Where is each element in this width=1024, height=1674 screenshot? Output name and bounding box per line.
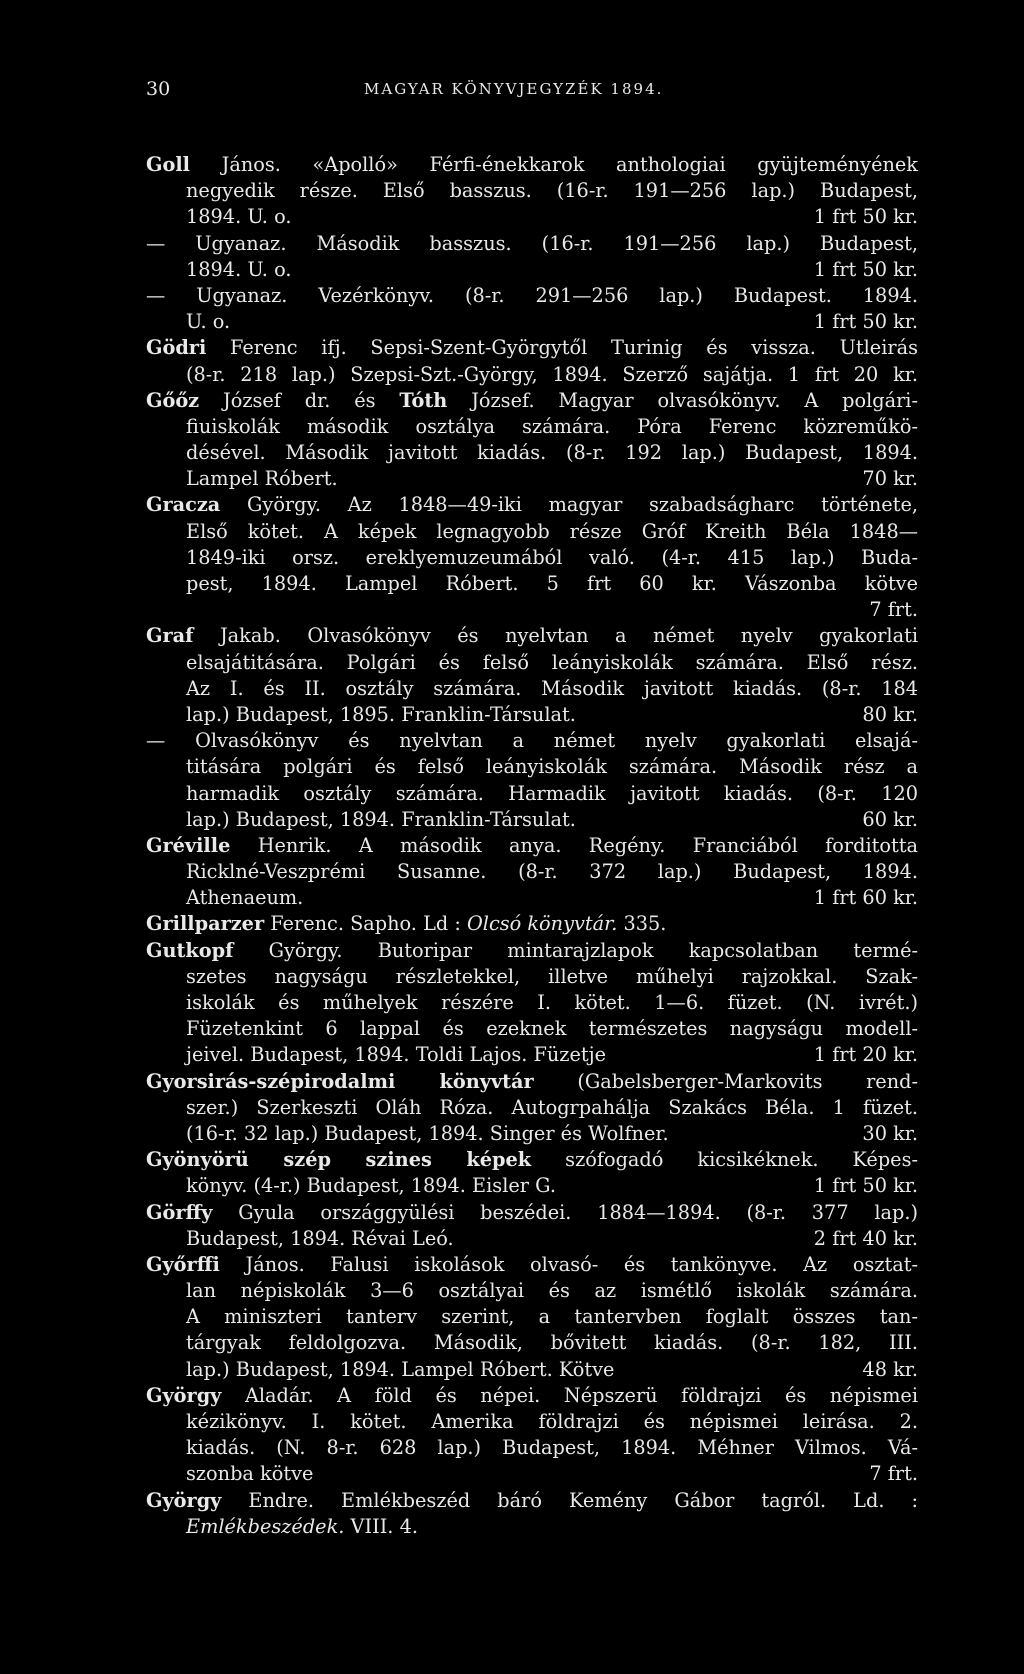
entry-line (146, 1461, 918, 1487)
entry-line (146, 676, 918, 702)
entry-line-text (186, 466, 338, 492)
entry-line (146, 571, 918, 597)
entry-text: U. o. (186, 310, 231, 334)
entry-text: Endre. Emlékbeszéd báró Kemény Gábor tagról. Ld. : (221, 1488, 918, 1512)
entry-text: tárgyak feldolgozva. Második, bővitett kiadás. (8-r. 182, III. (186, 1331, 918, 1355)
entry-price: 70 kr. (862, 467, 918, 491)
entry-heading: Győrffi (146, 1252, 220, 1276)
entry-heading: Graf (146, 624, 194, 648)
entry-line (146, 1016, 918, 1042)
entry-line (146, 257, 918, 283)
entry-text: József. Magyar olvasókönyv. A polgári- (447, 388, 918, 412)
bibliography-entries (146, 152, 918, 1540)
entry-line-text (186, 204, 291, 230)
entry-heading: Gutkopf (146, 938, 234, 962)
entry-text: A miniszteri tanterv szerint, a tantervben foglalt összes tan- (186, 1305, 918, 1329)
entry-text: könyv. (4-r.) Budapest, 1894. Eisler G. (186, 1174, 556, 1198)
entry-line-text (186, 1121, 669, 1147)
entry-line (146, 1357, 918, 1383)
entry-line (146, 1278, 918, 1304)
entry-text: 335. (617, 912, 667, 936)
entry-text: — Ugyanaz. Második basszus. (16-r. 191—256 lap.) Budapest, (146, 231, 918, 255)
entry-text: szer.) Szerkeszti Oláh Róza. Autogrpahálja Szakács Béla. 1 füzet. (186, 1095, 918, 1119)
running-title: MAGYAR KÖNYVJEGYZÉK 1894. (364, 80, 664, 98)
entry-line (146, 283, 918, 309)
entry-line (146, 178, 918, 204)
entry-line (146, 885, 918, 911)
entry-text: — Ugyanaz. Vezérkönyv. (8-r. 291—256 lap.) Budapest. 1894. (146, 283, 918, 307)
entry-text: fiuiskolák második osztálya számára. Póra Ferenc közreműkö- (186, 414, 918, 438)
entry-text: Ferenc. Sapho. Ld : (264, 912, 467, 936)
entry-text: elsajátitására. Polgári és felső leányiskolák számára. Első rész. (186, 650, 918, 674)
entry-text: désével. Második javitott kiadás. (8-r. 192 lap.) Budapest, 1894. (186, 441, 918, 465)
entry-text: Henrik. A második anya. Regény. Franciából forditotta (230, 833, 918, 857)
entry-line (146, 1147, 918, 1173)
entry-line (146, 702, 918, 728)
entry-text: 1849-iki orsz. ereklyemuzeumából való. (4-r. 415 lap.) Buda- (186, 545, 918, 569)
entry-line (146, 335, 918, 361)
entry-line-text (186, 1226, 454, 1252)
entry-line (146, 1226, 918, 1252)
entry-price: 30 kr. (862, 1121, 918, 1145)
entry-line (146, 1069, 918, 1095)
entry-heading: György (146, 1383, 222, 1407)
entry-text: szonba kötve (186, 1462, 314, 1486)
entry-text: pest, 1894. Lampel Róbert. 5 frt 60 kr. Vászonba kötve (186, 572, 918, 595)
entry-text: Ricklné-Veszprémi Susanne. (8-r. 372 lap.) Budapest, 1894. (186, 860, 918, 884)
entry-line (146, 440, 918, 466)
entry-line-text (186, 702, 576, 728)
entry-line (146, 1409, 918, 1435)
entry-heading: György (146, 1488, 222, 1512)
entry-text: Ferenc ifj. Sepsi-Szent-Györgytől Turinig és vissza. Utleirás (206, 336, 918, 360)
entry-line-text (186, 807, 576, 833)
entry-text: harmadik osztály számára. Harmadik javitott kiadás. (8-r. 120 (186, 781, 918, 805)
entry-heading: Gyorsirás-szépirodalmi könyvtár (146, 1069, 534, 1093)
entry-line (146, 1200, 918, 1226)
entry-text: János. «Apolló» Férfi-énekkarok anthologiai gyüjteményének (189, 153, 918, 176)
entry-text: József dr. és (199, 388, 400, 412)
entry-price: 1 frt 50 kr. (813, 1174, 918, 1198)
entry-text: lap.) Budapest, 1895. Franklin-Társulat. (186, 702, 576, 726)
entry-text: (16-r. 32 lap.) Budapest, 1894. Singer és Wolfner. (186, 1121, 669, 1145)
entry-line (146, 519, 918, 545)
entry-text: szetes nagyságu részletekkel, illetve műhelyi rajzokkal. Szak- (186, 964, 918, 988)
entry-text: György. Az 1848—49-iki magyar szabadságharc története, (220, 493, 918, 517)
entry-heading: Tóth (399, 388, 448, 412)
entry-line-text (186, 1173, 556, 1199)
entry-line (146, 807, 918, 833)
entry-line (146, 650, 918, 676)
entry-text: iskolák és műhelyek részére I. kötet. 1—6. füzet. (N. ivrét.) (186, 991, 918, 1014)
entry-text: 7 frt. (869, 598, 918, 622)
entry-price: 7 frt. (869, 1462, 918, 1486)
entry-line (146, 309, 918, 335)
entry-line (146, 152, 918, 178)
entry-line (146, 1095, 918, 1121)
entry-line (146, 492, 918, 518)
entry-line (146, 754, 918, 780)
entry-text: titására polgári és felső leányiskolák számára. Második rész a (186, 755, 918, 779)
entry-reference: Olcsó könyvtár. (466, 912, 618, 936)
entry-text: Gyula országgyülési beszédei. 1884—1894. (8-r. 377 lap.) (212, 1200, 918, 1224)
entry-text: Első kötet. A képek legnagyobb része Gróf Kreith Béla 1848— (186, 519, 918, 543)
entry-line (146, 597, 918, 623)
page-number: 30 (146, 78, 171, 100)
entry-line (146, 545, 918, 571)
entry-line (146, 231, 918, 257)
entry-price: 60 kr. (862, 807, 918, 831)
entry-line-text (186, 1461, 313, 1487)
entry-price: 2 frt 40 kr. (813, 1226, 918, 1250)
entry-text: János. Falusi iskolások olvasó- és tankönyve. Az osztat- (219, 1252, 918, 1276)
entry-text: Jakab. Olvasókönyv és nyelvtan a német nyelv gyakorlati (193, 624, 918, 648)
entry-line (146, 362, 918, 388)
entry-line (146, 623, 918, 649)
entry-price: 1 frt 50 kr. (813, 205, 918, 229)
entry-line (146, 1514, 918, 1540)
entry-line (146, 1042, 918, 1068)
entry-text: kiadás. (N. 8-r. 628 lap.) Budapest, 1894. Méhner Vilmos. Vá- (186, 1436, 918, 1460)
entry-text: (8-r. 218 lap.) Szepsi-Szt.-György, 1894. Szerző sajátja. 1 frt 20 kr. (186, 362, 918, 386)
entry-text: Füzetenkint 6 lappal és ezeknek természetes nagyságu modell- (186, 1017, 918, 1041)
entry-heading: Gödri (146, 336, 207, 360)
entry-price: 1 frt 60 kr. (813, 886, 918, 910)
entry-line (146, 911, 918, 937)
entry-line (146, 859, 918, 885)
entry-reference: Emlékbeszédek. (186, 1514, 345, 1538)
entry-heading: Gréville (146, 833, 231, 857)
entry-text: 1894. U. o. (186, 205, 292, 229)
entry-line (146, 1383, 918, 1409)
entry-line (146, 414, 918, 440)
entry-text: jeivel. Budapest, 1894. Toldi Lajos. Füzetje (186, 1043, 607, 1067)
entry-heading: Grillparzer (146, 912, 265, 936)
entry-line (146, 1304, 918, 1330)
entry-text: negyedik része. Első basszus. (16-r. 191—256 lap.) Budapest, (186, 179, 918, 203)
entry-line (146, 1173, 918, 1199)
entry-text: — Olvasókönyv és nyelvtan a német nyelv gyakorlati elsajá- (146, 729, 918, 753)
entry-heading: Gyönyörü szép szines képek (146, 1148, 532, 1172)
entry-text: szófogadó kicsikéknek. Képes- (531, 1148, 918, 1172)
entry-price: 1 frt 50 kr. (813, 257, 918, 281)
entry-line (146, 990, 918, 1016)
entry-text: György. Butoripar mintarajzlapok kapcsolatban termé- (233, 938, 918, 962)
entry-heading: Goll (146, 153, 190, 176)
entry-text: kézikönyv. I. kötet. Amerika földrajzi és népismei leirása. 2. (186, 1410, 918, 1433)
entry-line-text (186, 885, 303, 911)
entry-line (146, 833, 918, 859)
entry-line (146, 938, 918, 964)
entry-line (146, 204, 918, 230)
entry-text: lan népiskolák 3—6 osztályai és az ismétlő iskolák számára. (186, 1279, 918, 1303)
entry-text: (Gabelsberger-Markovits rend- (533, 1069, 918, 1093)
entry-text: Az I. és II. osztály számára. Második javitott kiadás. (8-r. 184 (186, 676, 918, 700)
entry-line (146, 728, 918, 754)
entry-price: 1 frt 50 kr. (813, 310, 918, 334)
entry-text: lap.) Budapest, 1894. Franklin-Társulat. (186, 807, 576, 831)
entry-text: lap.) Budapest, 1894. Lampel Róbert. Kötve (186, 1357, 615, 1381)
entry-heading: Gőőz (146, 388, 200, 412)
entry-text: 1894. U. o. (186, 257, 292, 281)
entry-heading: Görffy (146, 1200, 213, 1224)
entry-text: Aladár. A föld és népei. Népszerü földrajzi és népismei (221, 1383, 918, 1407)
entry-text: Lampel Róbert. (186, 467, 338, 491)
entry-line-text (186, 257, 291, 283)
entry-line (146, 781, 918, 807)
entry-line (146, 1435, 918, 1461)
entry-line (146, 964, 918, 990)
entry-price: 48 kr. (862, 1357, 918, 1381)
entry-price: 1 frt 20 kr. (813, 1043, 918, 1067)
entry-line (146, 1121, 918, 1147)
entry-line-text (186, 309, 230, 335)
entry-line (146, 1252, 918, 1278)
entry-line (146, 1488, 918, 1514)
entry-text: VIII. 4. (344, 1514, 418, 1538)
entry-price: 80 kr. (862, 702, 918, 726)
entry-text: Athenaeum. (186, 886, 304, 910)
entry-line-text (186, 1042, 606, 1068)
page-header (146, 78, 918, 102)
entry-text: Budapest, 1894. Révai Leó. (186, 1226, 454, 1250)
entry-line (146, 1330, 918, 1356)
entry-line (146, 466, 918, 492)
entry-heading: Gracza (146, 493, 221, 517)
entry-line (146, 388, 918, 414)
entry-line-text (186, 1357, 614, 1383)
